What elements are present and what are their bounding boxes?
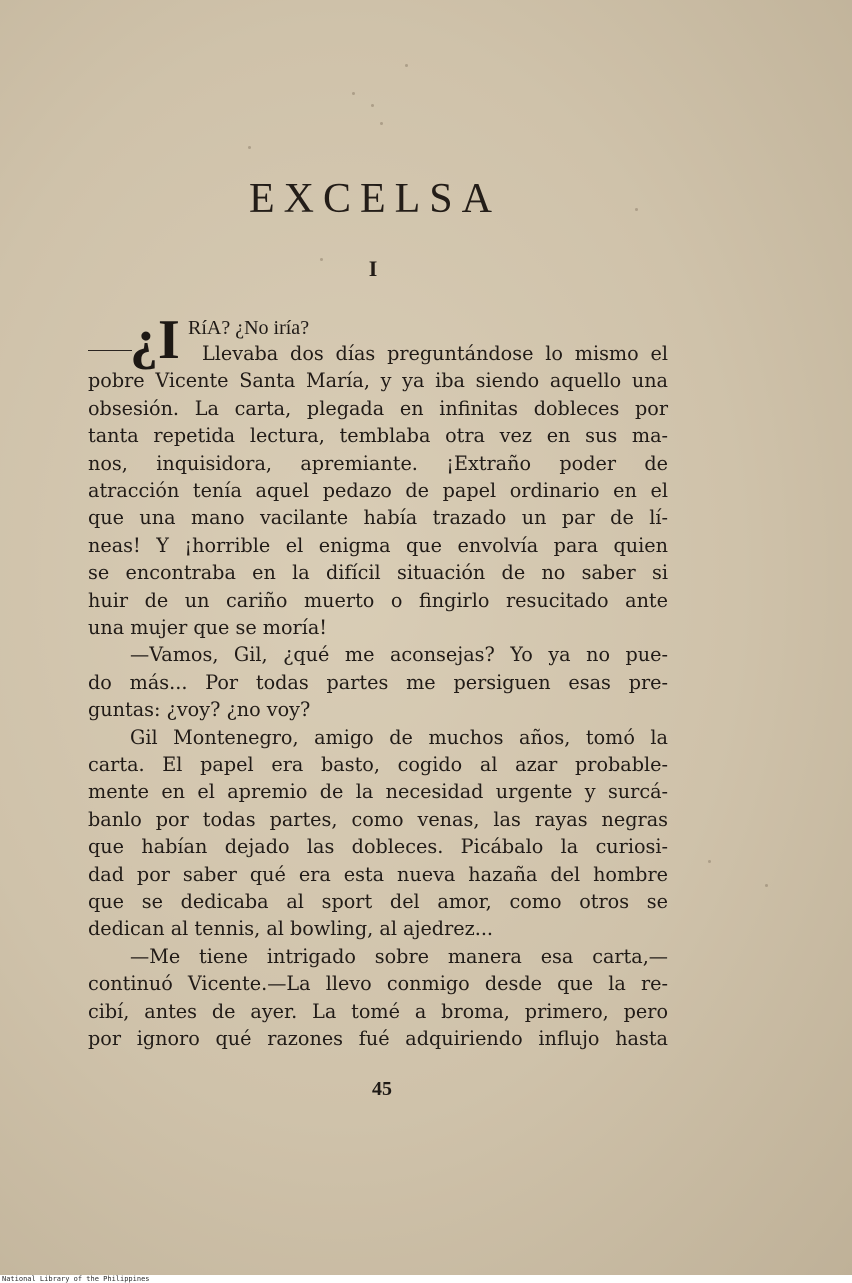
paper-speck [405, 64, 408, 67]
text-line: tanta repetida lectura, temblaba otra vez en sus ma- [88, 424, 668, 448]
chapter-number: I [368, 256, 378, 281]
text-line: Gil Montenegro, amigo de muchos años, tomó la [130, 725, 668, 749]
text-line: atracción tenía aquel pedazo de papel ordinario en el [88, 479, 668, 502]
text-line: que habían dejado las dobleces. Picábalo la curiosi- [88, 835, 668, 859]
text-line: continuó Vicente.—La llevo conmigo desde que la re- [88, 972, 668, 996]
chapter-title: EXCELSA [249, 176, 501, 222]
opening-dash-rule [88, 350, 132, 351]
library-credit: National Library of the Philippines [2, 1275, 150, 1283]
text-line: dad por saber qué era esta nueva hazaña del hombre [88, 862, 668, 886]
text-line: Llevaba dos días preguntándose lo mismo el [202, 342, 668, 365]
page-number: 45 [372, 1078, 392, 1100]
paper-speck [765, 884, 768, 887]
paper-speck [352, 92, 355, 95]
text-line: que se dedicaba al sport del amor, como otros se [88, 890, 668, 913]
text-line: por ignoro qué razones fué adquiriendo influjo hasta [88, 1027, 668, 1050]
text-line: —Vamos, Gil, ¿qué me aconsejas? Yo ya no pue- [130, 643, 668, 667]
text-line: que una mano vacilante había trazado un par de lí- [88, 506, 668, 530]
paper-speck [380, 122, 383, 125]
paper-speck [371, 104, 374, 107]
text-line: cibí, antes de ayer. La tomé a broma, primero, pero [88, 999, 668, 1023]
text-line: carta. El papel era basto, cogido al azar probable- [88, 753, 668, 776]
paper-speck [248, 146, 251, 149]
text-line: se encontraba en la difícil situación de no saber si [88, 561, 668, 585]
paper-speck [708, 860, 711, 863]
opening-line: RíA? ¿No iría? [188, 317, 310, 339]
text-line: nos, inquisidora, apremiante. ¡Extraño poder de [88, 451, 668, 475]
text-line: huir de un cariño muerto o fingirlo resucitado ante [88, 588, 668, 612]
text-line: do más... Por todas partes me persiguen esas pre- [88, 670, 668, 694]
text-line: banlo por todas partes, como venas, las rayas negras [88, 807, 668, 831]
text-line: mente en el apremio de la necesidad urgente y surcá- [88, 780, 668, 804]
text-line: obsesión. La carta, plegada en infinitas dobleces por [88, 396, 668, 420]
text-line: neas! Y ¡horrible el enigma que envolvía para quien [88, 533, 668, 557]
text-line: dedican al tennis, al bowling, al ajedrez... [88, 917, 494, 941]
text-line: pobre Vicente Santa María, y ya iba siendo aquello una [88, 369, 668, 393]
text-line: guntas: ¿voy? ¿no voy? [88, 698, 311, 722]
text-line: —Me tiene intrigado sobre manera esa carta,— [130, 944, 668, 968]
drop-cap: ¿I [130, 309, 180, 371]
text-line: una mujer que se moría! [88, 616, 327, 639]
